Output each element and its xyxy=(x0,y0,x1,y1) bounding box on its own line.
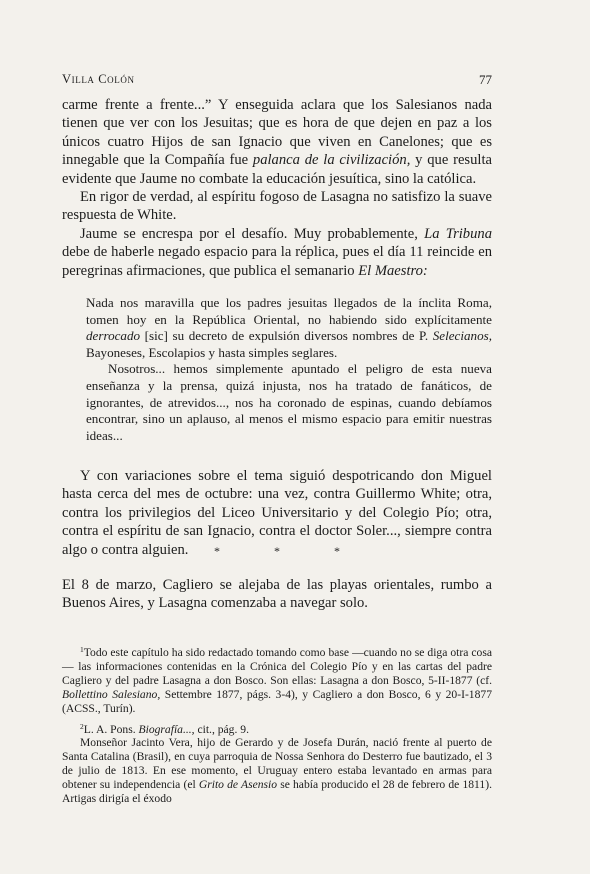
quote-paragraph: Nada nos maravilla que los padres jesuitas llegados de la ínclita Roma, tomen hoy en la República Oriental, no habiendo sido explícitamente derrocado [sic] su decreto de expulsión diversos nombres de P. Selecianos, Bayoneses, Escolapios y hasta simples seglares. xyxy=(86,295,492,360)
italic-text: Bollettino Salesiano, xyxy=(62,687,161,701)
footnote-continuation: Monseñor Jacinto Vera, hijo de Gerardo y de Josefa Durán, nació frente al puerto de Santa Catalina (Brasil), en cuya parroquia de Nossa Senhora do Desterro fue bautizado, el 3 de julio de 1813. En ese momento, el Uruguay entero estaba levantado en armas para obtener su independencia (el Grito de Asensio se había producido el 28 de febrero de 1811). Artigas dirigía el éxodo xyxy=(62,736,492,806)
italic-text: Biografía..., xyxy=(138,722,195,736)
paragraph: Jaume se encrespa por el desafío. Muy probablemente, La Tribuna debe de haberle negado espacio para la réplica, pues el día 11 reincide en peregrinas afirmaciones, que publica el semanario El Maestro: xyxy=(62,225,492,279)
italic-text: La Tribuna xyxy=(424,225,492,242)
page-header xyxy=(62,72,492,88)
italic-text: derrocado xyxy=(86,328,141,344)
footnote: $^1$Todo este capítulo ha sido redactado tomando como base —cuando no se diga otra cosa— las informaciones contenidas en la Crónica del Colegio Pío y en las cartas del padre Cagliero y del padre Lasagna a don Bosco. Son ellas: Lasagna a don Bosco, 5-II-1877 (cf. Bollettino Salesiano, Settembre 1877, págs. 3-4), y Cagliero a don Bosco, 6 y 20-I-1877 (ACSS., Turín). xyxy=(62,645,492,715)
separator-star: * xyxy=(334,544,340,558)
section-opening xyxy=(62,576,492,613)
footnote-mark: 2 xyxy=(80,721,84,731)
footnotes xyxy=(62,646,492,806)
paragraph: En rigor de verdad, al espíritu fogoso de Lasagna no satisfizo la suave respuesta de White. xyxy=(62,189,492,224)
section-separator xyxy=(214,544,340,559)
italic-text: Grito de Asensio xyxy=(198,778,278,792)
body-text xyxy=(62,96,492,280)
page-number: 77 xyxy=(479,72,492,87)
paragraph: El 8 de marzo, Cagliero se alejaba de las playas orientales, rumbo a Buenos Aires, y Lasagna comenzaba a navegar solo. xyxy=(62,577,492,612)
running-title: Villa Colón xyxy=(62,72,135,86)
quote-paragraph: Nosotros... hemos simplemente apuntado el peligro de esta nueva enseñanza y la prensa, quizá injusta, nos ha tratado de fanáticos, de ignorantes, de atrevidos..., nos ha coronado de espinas, cuando debíamos encontrar, sino un aplauso, al menos el mismo espacio para emitir nuestras ideas... xyxy=(86,361,492,443)
italic-text: El Maestro: xyxy=(358,262,428,279)
paragraph: carme frente a frente...” Y enseguida aclara que los Salesianos nada tienen que ver con los Jesuitas; que es hora de que dejen en paz a los únicos cuatro Hijos de san Ignacio que viven en Canelones; que es innegable que la Compañía fue palanca de la civilización, y que resulta evidente que Jaume no combate la educación jesuítica, sino la católica. xyxy=(62,97,492,187)
paragraph: Y con variaciones sobre el tema siguió despotricando don Miguel hasta cerca del mes de octubre: una vez, contra Guillermo White; otra, contra los privilegios del Liceo Universitario y del Colegio Pío; otra, contra el espíritu de san Ignacio, contra el doctor Soler..., siempre contra algo o contra alguien. xyxy=(62,468,492,558)
italic-text: palanca de la civilización, xyxy=(252,152,411,169)
separator-star: * xyxy=(214,544,220,558)
footnote-mark: 1 xyxy=(80,645,84,654)
separator-star: * xyxy=(274,544,280,558)
footnote: $^2$L. A. Pons. Biografía..., cit., pág. 9. xyxy=(80,721,249,736)
italic-text: Selecianos, xyxy=(432,328,492,344)
block-quote xyxy=(86,295,492,444)
